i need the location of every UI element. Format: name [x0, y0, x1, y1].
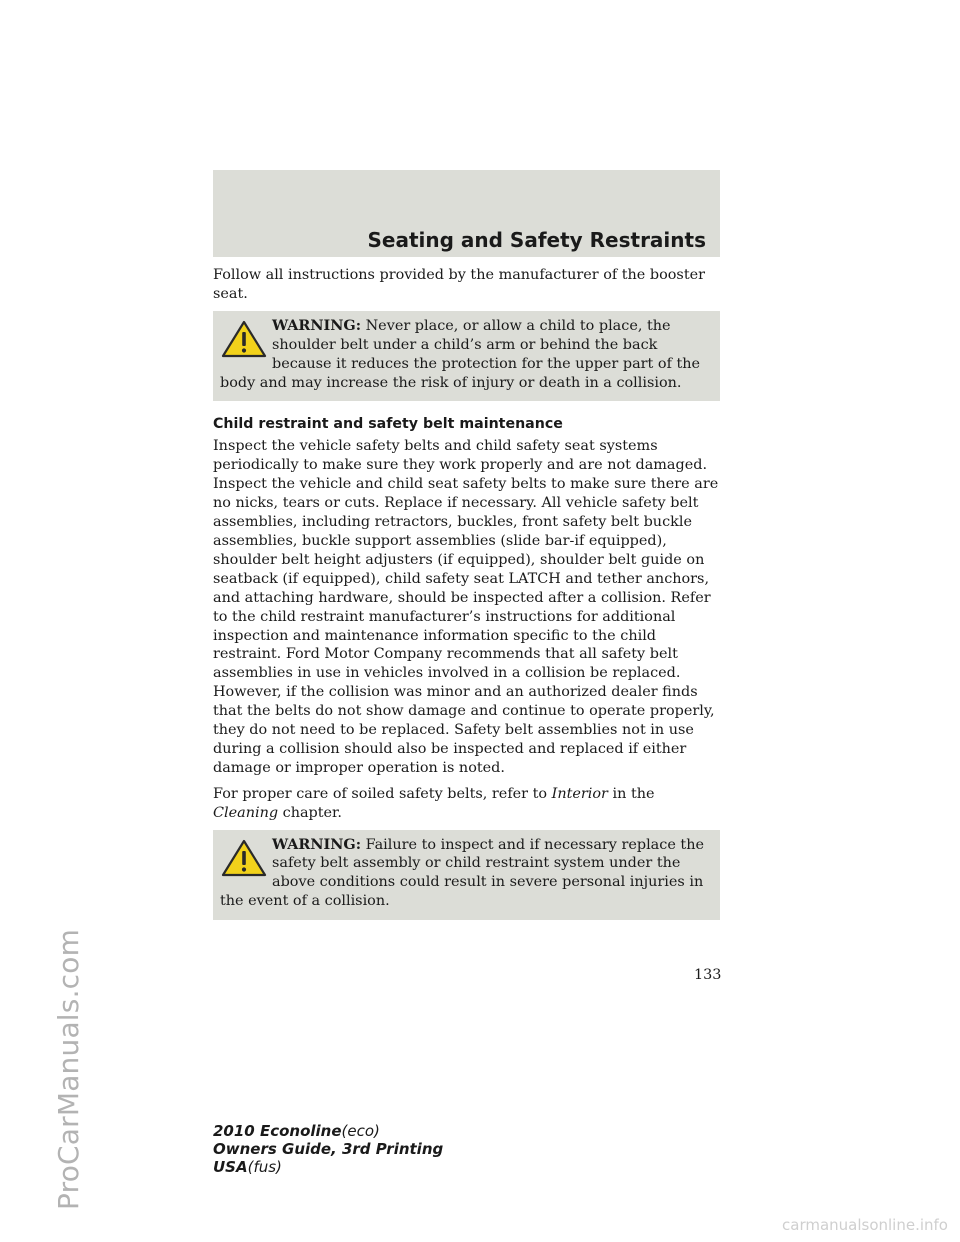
subheading: Child restraint and safety belt maintenance — [213, 416, 563, 433]
warning-triangle-icon — [220, 319, 268, 359]
intro-paragraph: Follow all instructions provided by the manufacturer of the booster seat. — [213, 267, 706, 302]
footer-model: 2010 Econoline — [213, 1122, 342, 1140]
care-ref-cleaning: Cleaning — [213, 804, 279, 821]
warning-label: WARNING: — [272, 316, 362, 334]
footer-market: USA — [213, 1158, 248, 1176]
watermark: ProCarManuals.com — [52, 928, 85, 1210]
warning-triangle-icon — [220, 838, 268, 878]
warning-box — [213, 311, 720, 402]
care-text-after: chapter. — [282, 804, 342, 821]
footer — [213, 1122, 443, 1176]
footer-market-code: (fus) — [247, 1158, 282, 1176]
warning-text: Failure to inspect and if necessary replace the safety belt assembly or child restraint system under the above conditions could result in severe personal injuries in the event of a collision. — [220, 836, 704, 910]
footer-edition: Owners Guide, 3rd Printing — [213, 1140, 444, 1158]
warning-box — [213, 830, 720, 921]
site-watermark: carmanualsonline.info — [782, 1216, 948, 1234]
page-number: 133 — [694, 967, 722, 983]
warning-text: Never place, or allow a child to place, the shoulder belt under a child’s arm or behind the back because it reduces the protection for the upper part of the body and may increase the risk of injury or death in a collision. — [220, 317, 701, 391]
section-header — [213, 170, 720, 257]
care-paragraph — [213, 785, 720, 823]
section-title: Seating and Safety Restraints — [367, 228, 706, 252]
footer-model-code: (eco) — [341, 1122, 380, 1140]
maintenance-paragraph: Inspect the vehicle safety belts and child safety seat systems periodically to make sure they work properly and are not damaged. Inspect the vehicle and child seat safety belts to make sure there are no nicks, tears or cuts. Replace if necessary. All vehicle safety belt assemblies, including retractors, buckles, front safety belt buckle assemblies, buckle support assemblies (slide bar-if equipped), shoulder belt height adjusters (if equipped), shoulder belt guide on seatback (if equipped), child safety seat LATCH and tether anchors, and attaching hardware, should be inspected after a collision. Refer to the child restraint manufacturer’s instructions for additional inspection and maintenance information specific to the child restraint. Ford Motor Company recommends that all safety belt assemblies in use in vehicles involved in a collision be replaced. However, if the collision was minor and an authorized dealer finds that the belts do not show damage and continue to operate properly, they do not need to be replaced. Safety belt assemblies not in use during a collision should also be inspected and replaced if either damage or improper operation is noted. — [213, 438, 719, 776]
care-text-before: For proper care of soiled safety belts, refer to — [213, 785, 548, 802]
warning-label: WARNING: — [272, 835, 362, 853]
page-content — [213, 266, 720, 920]
care-ref-interior: Interior — [551, 785, 608, 802]
care-text-middle: in the — [612, 785, 655, 802]
